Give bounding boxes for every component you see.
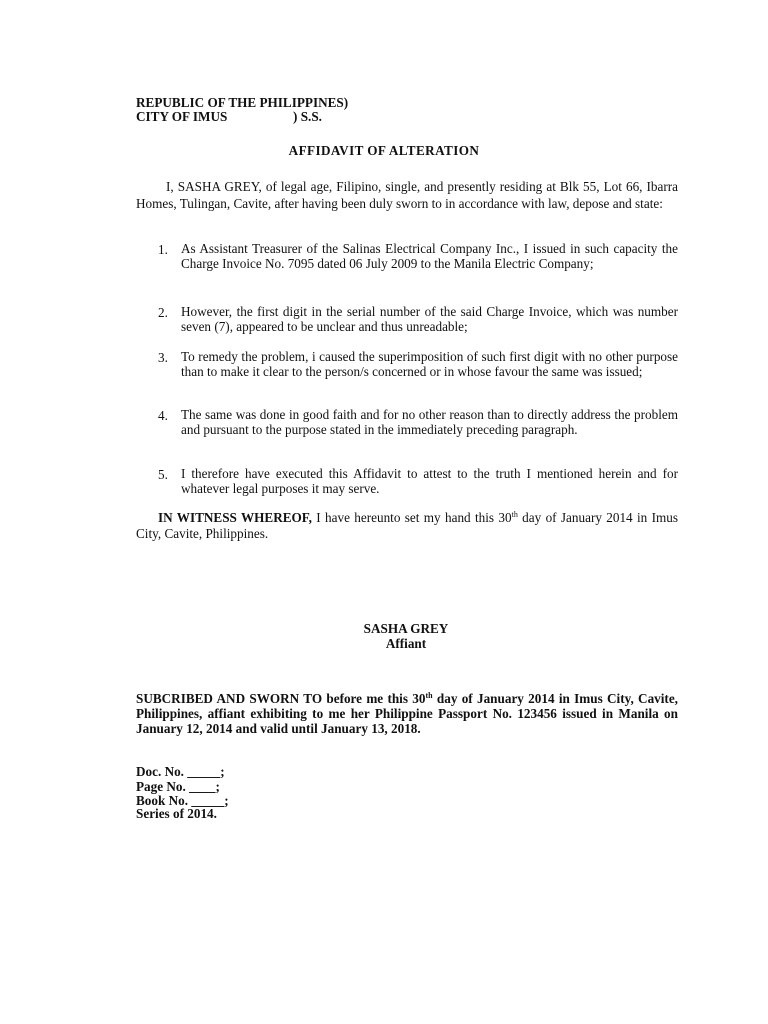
notarial-series: Series of 2014. <box>136 806 217 821</box>
witness-paragraph <box>136 510 678 542</box>
signatory-name: SASHA GREY <box>363 621 449 636</box>
witness-text-start: I have hereunto set my hand this 30 <box>311 510 512 525</box>
list-item-text: However, the first digit in the serial number of the said Charge Invoice, which was number seven (7), appeared to be unclear and thus unreadable; <box>181 304 678 334</box>
list-item-number: 1. <box>158 242 168 257</box>
caption-republic: REPUBLIC OF THE PHILIPPINES) <box>136 95 349 110</box>
notarial-page-no: Page No. ____; <box>136 779 220 794</box>
jurat-ordinal: th <box>425 691 433 700</box>
list-item-number: 2. <box>158 305 168 320</box>
list-item-number: 3. <box>158 350 168 365</box>
notarial-book-no: Book No. _____; <box>136 793 229 808</box>
jurat-lead: SUBCRIBED AND SWORN TO <box>136 691 323 706</box>
witness-text-end: day of January 2014 in Imus City, Cavite, Philippines. <box>136 510 678 541</box>
caption-ss: ) S.S. <box>293 109 322 124</box>
notarial-doc-no: Doc. No. _____; <box>136 764 225 779</box>
jurat-text-end: day of January 2014 in Imus City, Cavite, Philippines, affiant exhibiting to me her Philippine Passport No. 123456 issued in Manila on January 12, 2014 and valid until January 13, 2018. <box>136 691 678 737</box>
list-item-text: I therefore have executed this Affidavit to attest to the truth I mentioned herein and for whatever legal purposes it may serve. <box>181 466 678 496</box>
list-item-number: 5. <box>158 467 168 482</box>
list-item-number: 4. <box>158 408 168 423</box>
intro-paragraph: I, SASHA GREY, of legal age, Filipino, single, and presently residing at Blk 55, Lot 66, Ibarra Homes, Tulingan, Cavite, after having been duly sworn to in accordance with law, depose and state: <box>136 179 678 211</box>
list-item-text: As Assistant Treasurer of the Salinas Electrical Company Inc., I issued in such capacity the Charge Invoice No. 7095 dated 06 July 2009 to the Manila Electric Company; <box>181 241 678 271</box>
signatory-role: Affiant <box>385 636 427 651</box>
jurat-paragraph <box>136 691 678 737</box>
jurat-text-start: before me this 30 <box>322 691 426 706</box>
list-item-text: The same was done in good faith and for no other reason than to directly address the problem and pursuant to the purpose stated in the immediately preceding paragraph. <box>181 407 678 437</box>
list-item-text: To remedy the problem, i caused the superimposition of such first digit with no other purpose than to make it clear to the person/s concerned or in whose favour the same was issued; <box>181 349 678 379</box>
witness-lead: IN WITNESS WHEREOF, <box>158 510 312 525</box>
document-title: AFFIDAVIT OF ALTERATION <box>288 143 480 158</box>
witness-ordinal: th <box>511 510 518 519</box>
caption-city: CITY OF IMUS <box>136 109 228 124</box>
